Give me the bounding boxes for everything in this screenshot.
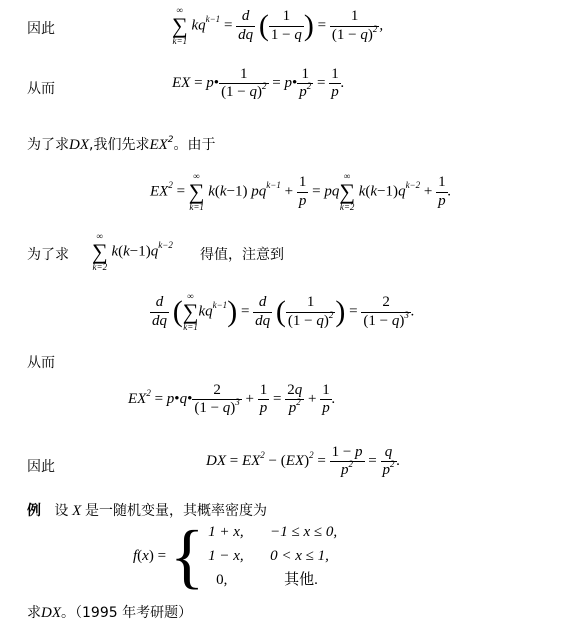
text-line-5b: 得值，注意到 — [200, 247, 284, 263]
formula-variance: DX = $EX^2 - (EX)^2$ = $\frac{1 - p}{p^2}$ = $\frac{q}{p^2}$ . — [206, 444, 401, 479]
row3-cond: 其他. — [284, 572, 318, 588]
formula-inline-sum: ∞ ∑ k=2 $k(k-1)q^{k-2}$ — [92, 231, 173, 272]
label-thus-1: 从而 — [27, 81, 55, 97]
formula-second-moment-result: $EX^2$ = p•q• $\frac{2}{(1 - q)^3}$ + $\frac{1}{p}$ = $\frac{2q}{p^2}$ + $\frac{1}{p}$ . — [128, 382, 336, 417]
formula-expectation: EX = p• $\frac{1}{(1 - q)^2}$ = p• $\frac{1}{p^2}$ = $\frac{1}{p}$ . — [172, 66, 345, 101]
row1-cond: −1 ≤ x ≤ 0, — [270, 524, 338, 540]
formula-derivative-sum: $\frac{d}{dq}$ ( ∞ ∑ k=1 $kq^{k-1}$) = $\frac{d}{dq}$ ( $\frac{1}{(1 - q)^2}$ ) = $\frac{2}{(1 - q)^3}$ . — [152, 291, 415, 332]
text-line-3: 为了求DX,我们先求$EX^2$。由于 — [27, 135, 216, 153]
text-line-5: 为了求 — [27, 247, 69, 263]
row3-expr: 0, — [216, 572, 228, 588]
formula-sum-derivative: ∞ ∑ k=1 $kq^{k-1}$ = $\frac{d}{dq}$ ( $\frac{1}{1 - q}$ ) = $\frac{1}{(1 - q)^2}$ , — [172, 5, 384, 46]
row2-expr: 1 − x, — [208, 548, 244, 564]
row1-expr: 1 + x, — [208, 524, 244, 540]
label-therefore-2: 因此 — [27, 459, 55, 475]
label-therefore-1: 因此 — [27, 21, 55, 37]
example-statement: 例 设 X 是一随机变量，其概率密度为 — [27, 503, 268, 519]
example-label: 例 — [27, 503, 41, 519]
question-line: 求DX。（1995 年考研题） — [27, 605, 193, 621]
label-thus-2: 从而 — [27, 355, 55, 371]
piecewise-density: f(x) = { 1 + x, −1 ≤ x ≤ 0, 1 − x, 0 < x ≤ 1, 0, 其他. — [133, 516, 338, 596]
formula-second-moment: $EX^2$ = ∞ ∑ k=1 k(k−1) $pq^{k-1}$ + $\frac{1}{p}$ = pq ∞ ∑ k=2 $k(k-1)q^{k-2}$ + $\frac{1}{p}$ . — [150, 171, 452, 212]
row2-cond: 0 < x ≤ 1, — [270, 548, 329, 564]
